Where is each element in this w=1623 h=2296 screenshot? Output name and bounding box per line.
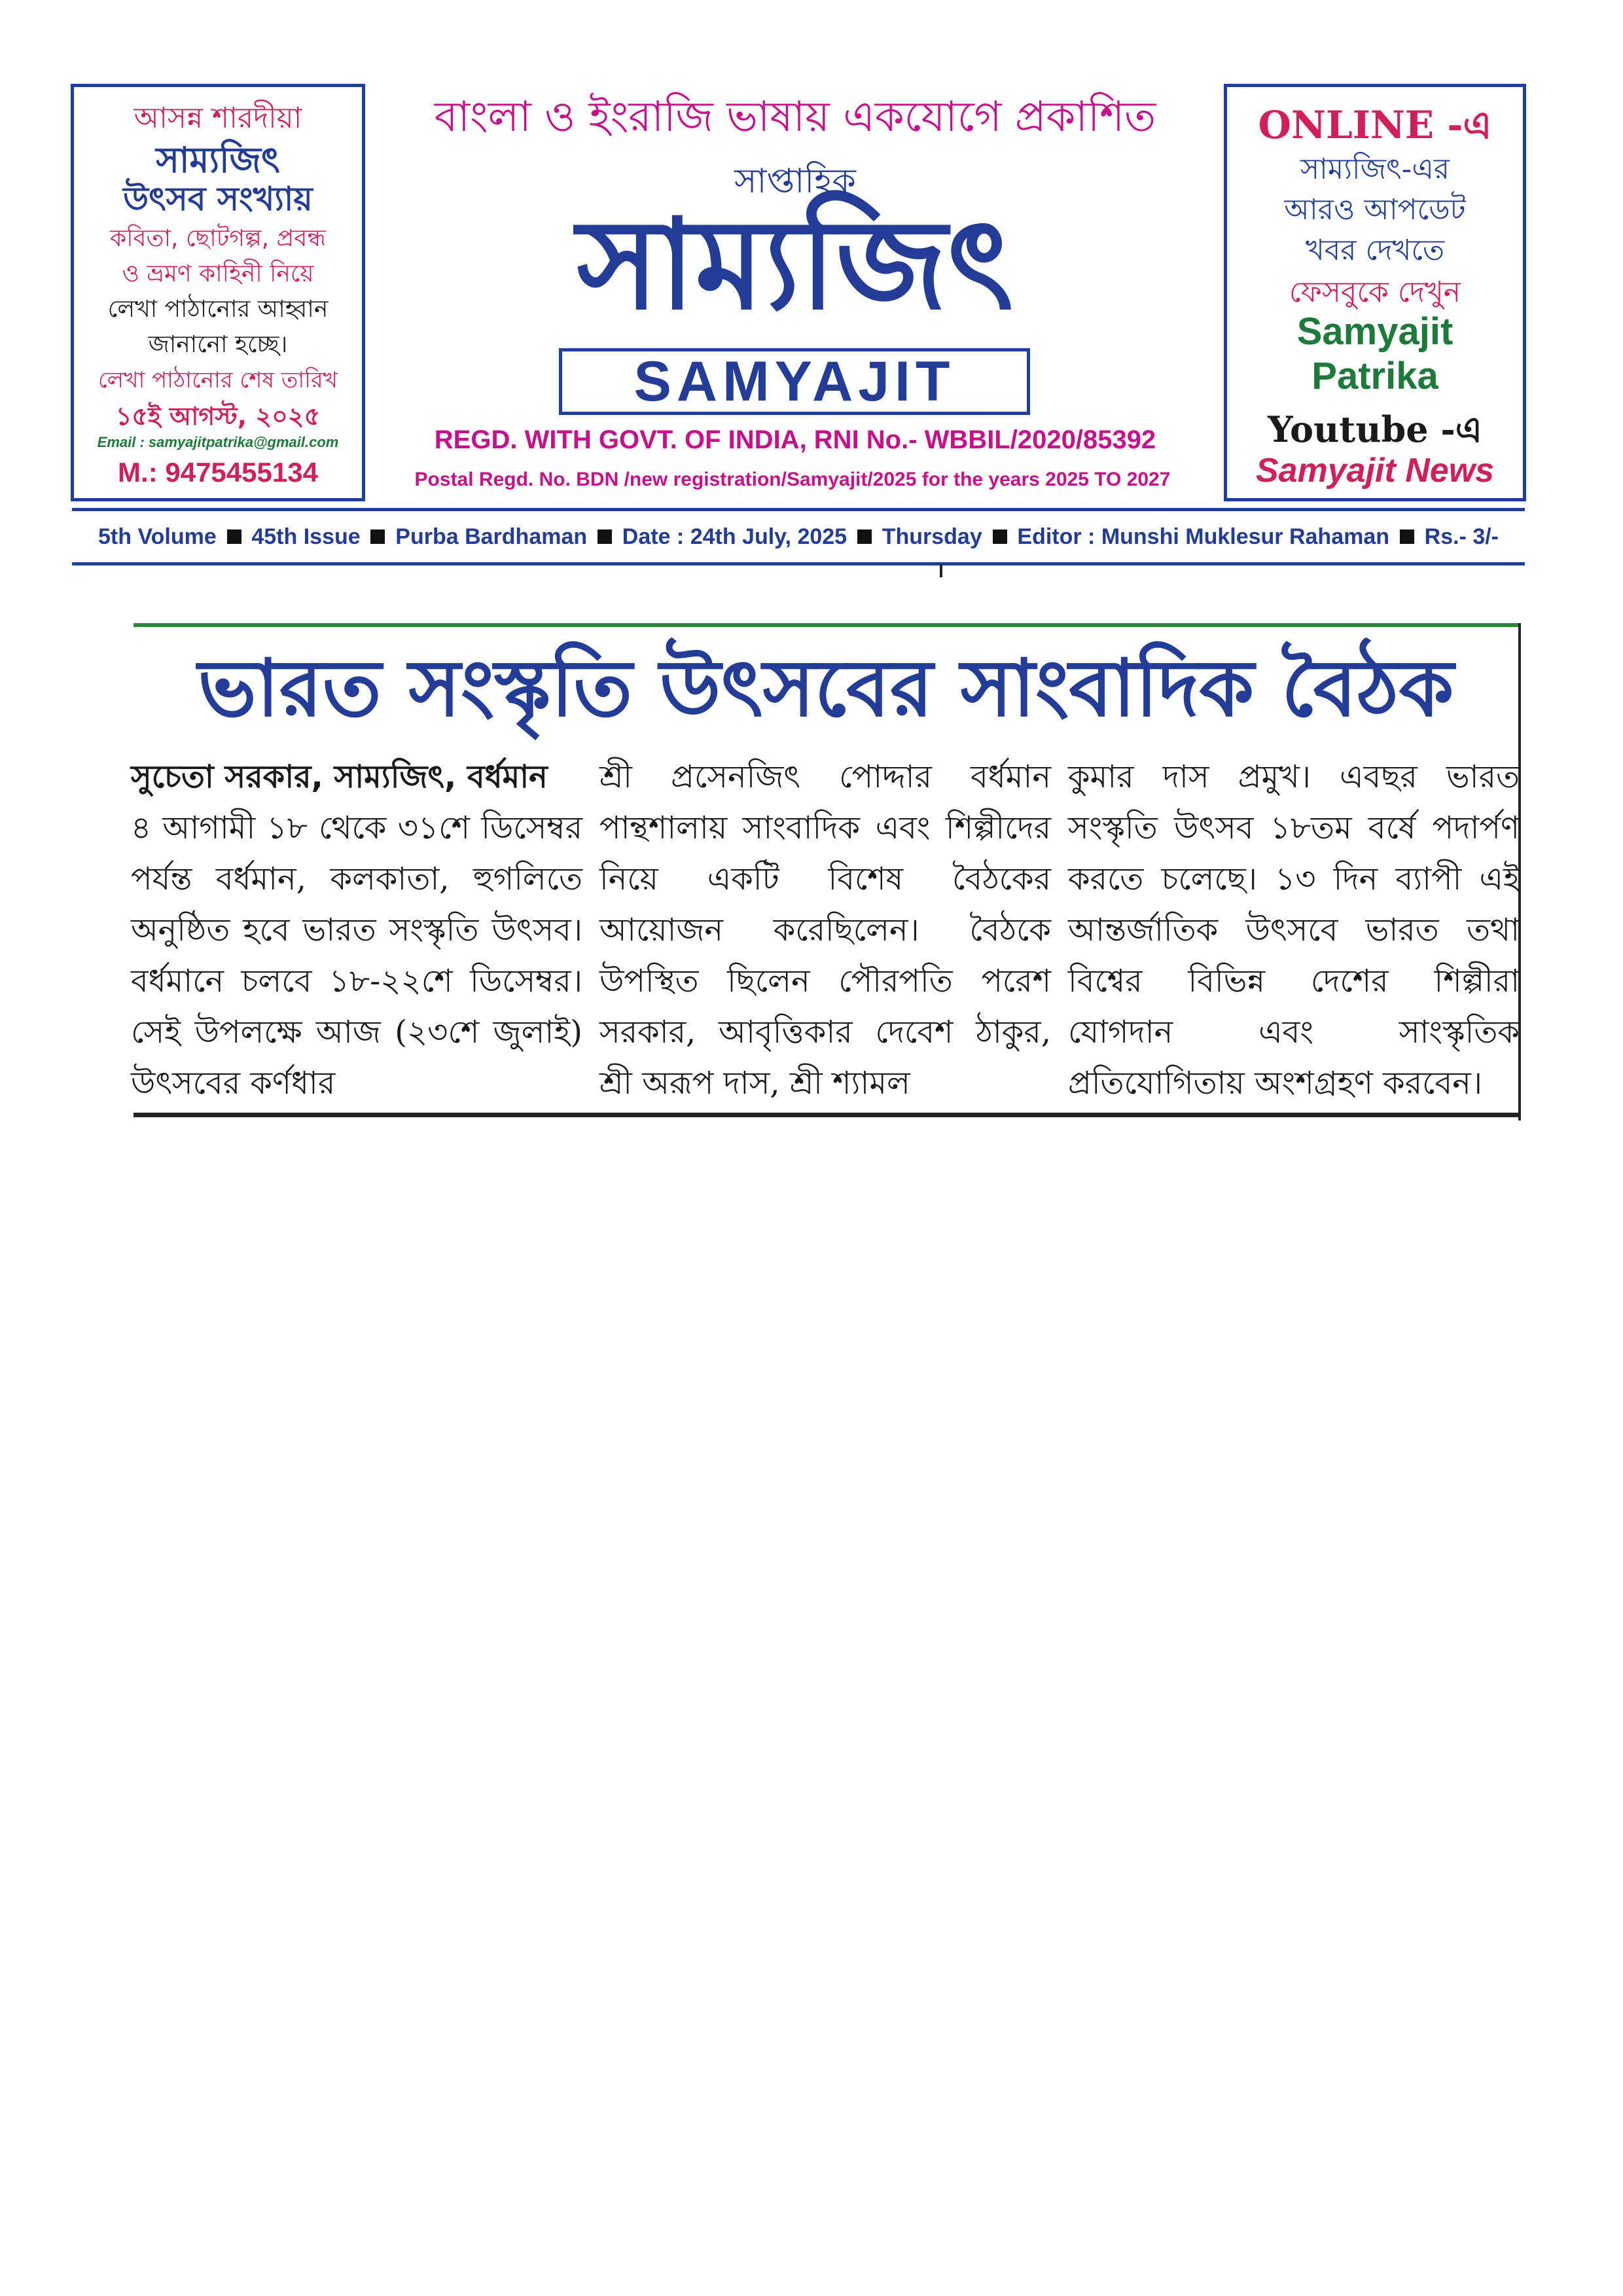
issue-day: Thursday [882, 524, 982, 549]
facebook-name-2[interactable]: Patrika [1311, 355, 1438, 397]
separator-square-icon [1400, 529, 1414, 544]
editor-name: Editor : Munshi Muklesur Rahaman [1017, 524, 1390, 549]
issue-number: 45th Issue [251, 524, 361, 549]
promo-line-2: সাম্যজিৎ [156, 139, 280, 181]
online-line-3: খবর দেখতে [1305, 234, 1445, 267]
article-column-3 [1068, 751, 1520, 1109]
article-bottom-rule [134, 1113, 1521, 1117]
promo-line-5: ও ভ্রমণ কাহিনী নিয়ে [122, 260, 314, 287]
masthead-title-english: SAMYAJIT [559, 348, 1030, 415]
column-divider [940, 564, 942, 577]
promo-line-4: কবিতা, ছোটগল্প, প্রবন্ধ [110, 225, 326, 252]
promo-line-8: লেখা পাঠানোর শেষ তারিখ [98, 367, 338, 393]
promo-line-6: লেখা পাঠানোর আহ্বান [107, 296, 329, 323]
separator-square-icon [993, 529, 1007, 544]
online-heading: ONLINE -এ [1258, 103, 1492, 147]
promo-email[interactable]: Email : samyajitpatrika@gmail.com [97, 434, 339, 450]
article-headline: ভারত সংস্কৃতি উৎসবের সাংবাদিক বৈঠক [198, 643, 1454, 734]
article-column-1 [131, 751, 582, 1109]
article-column-1-text: ৪ আগামী ১৮ থেকে ৩১শে ডিসেম্বর পর্যন্ত বর্ধমান, কলকাতা, হুগলিতে অনুষ্ঠিত হবে ভারত সংস্কৃতি উৎসব। বর্ধমানে চলবে ১৮-২২শে ডিসেম্বর। সেই উপলক্ষে আজ (২৩শে জুলাই) উৎসবের কর্ণধার [131, 810, 582, 1102]
publication-place: Purba Bardhaman [395, 524, 588, 549]
separator-square-icon [597, 529, 612, 544]
promo-line-1: আসন্ন শারদীয়া [134, 101, 302, 135]
article-column-2-text: শ্রী প্রসেনজিৎ পোদ্দার বর্ধমান পান্থশালায় সাংবাদিক এবং শিল্পীদের নিয়ে একটি বিশেষ বৈঠকের আয়োজন করেছিলেন। বৈঠকে উপস্থিত ছিলেন পৌরপতি পরেশ সরকার, আবৃত্তিকার দেবেশ ঠাকুর, শ্রী অরূপ দাস, শ্রী শ্যামল [599, 759, 1051, 1102]
online-line-1: সাম্যজিৎ-এর [1300, 152, 1450, 186]
online-line-4: ফেসবুকে দেখুন [1289, 276, 1461, 309]
article-column-3-text: কুমার দাস প্রমুখ। এবছর ভারত সংস্কৃতি উৎসব ১৮তম বর্ষে পদার্পণ করতে চলেছে। ১৩ দিন ব্যাপী এই আন্তর্জাতিক উৎসবে ভারত তথা বিশ্বের বিভিন্ন দেশের শিল্পীরা যোগদান এবং সাংস্কৃতিক প্রতিযোগিতায় অংশগ্রহণ করবেন। [1068, 759, 1520, 1102]
youtube-channel-name[interactable]: Samyajit News [1255, 452, 1495, 490]
online-promo-box [1224, 84, 1526, 501]
masthead-tagline: বাংলা ও ইংরাজি ভাষায় একযোগে প্রকাশিত [434, 93, 1156, 141]
price: Rs.- 3/- [1424, 524, 1499, 549]
promo-line-3: উৎসব সংখ্যায় [123, 180, 313, 218]
separator-square-icon [370, 529, 385, 544]
postal-registration: Postal Regd. No. BDN /new registration/Samyajit/2025 for the years 2025 TO 2027 [414, 469, 1171, 490]
promo-deadline: ১৫ই আগস্ট, ২০২৫ [115, 402, 321, 431]
masthead-frequency: সাপ্তাহিক [734, 162, 856, 201]
separator-square-icon [227, 529, 241, 544]
promo-line-7: জানানো হচ্ছে। [148, 331, 288, 358]
volume-number: 5th Volume [98, 524, 217, 549]
youtube-label: Youtube -এ [1268, 408, 1482, 450]
issue-info-bar [72, 508, 1525, 565]
issue-date: Date : 24th July, 2025 [622, 524, 847, 549]
festival-issue-promo-box [71, 84, 365, 501]
article-column-2 [599, 751, 1051, 1109]
article-byline: সুচেতা সরকার, সাম্যজিৎ, বর্ধমান [131, 759, 548, 795]
registration-number: REGD. WITH GOVT. OF INDIA, RNI No.- WBBIL/2020/85392 [434, 425, 1156, 454]
separator-square-icon [857, 529, 872, 544]
facebook-name-1[interactable]: Samyajit [1296, 310, 1454, 353]
article-top-rule [134, 623, 1521, 627]
masthead-title-bengali: সাম্যজিৎ [577, 192, 1014, 337]
online-line-2: আরও আপডেট [1284, 193, 1466, 226]
promo-mobile: M.: 9475455134 [118, 457, 318, 488]
